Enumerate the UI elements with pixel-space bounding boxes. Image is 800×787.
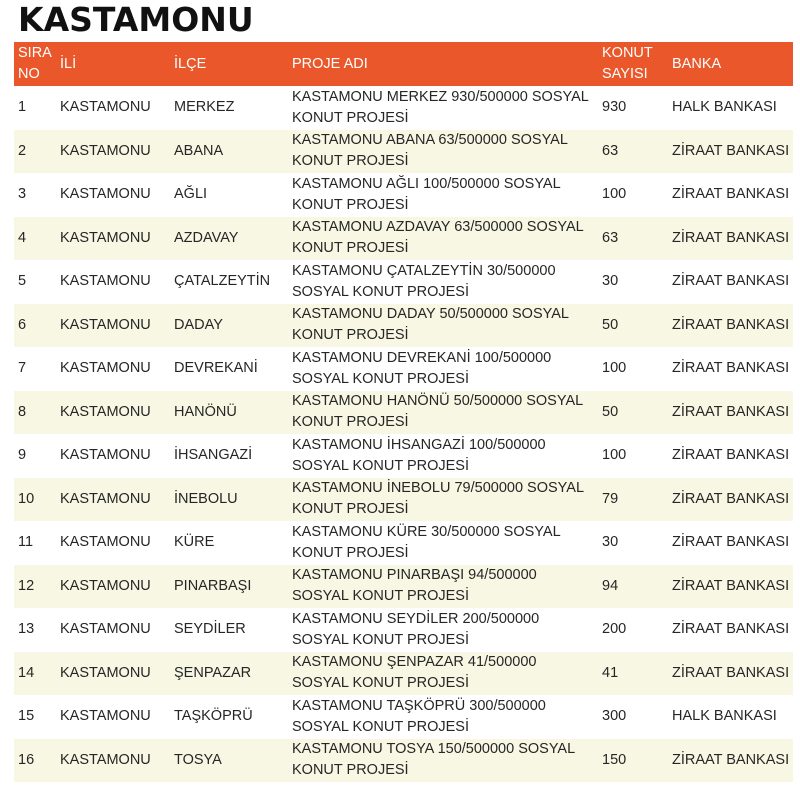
cell-banka: ZİRAAT BANKASI [672,360,790,377]
cell-proje-adi: KASTAMONU HANÖNÜ 50/500000 SOSYAL KONUT PROJESİ [292,393,583,431]
cell-banka: ZİRAAT BANKASI [672,186,790,203]
table-row [14,391,793,435]
housing-projects-table [14,42,793,782]
column-header-ili: İLİ [60,55,77,72]
cell-konut-sayisi: 100 [602,447,627,464]
cell-ilce: SEYDİLER [174,621,246,638]
cell-sira-no: 7 [18,360,27,377]
cell-ilce: HANÖNÜ [174,403,237,420]
cell-konut-sayisi: 100 [602,360,627,377]
cell-banka: ZİRAAT BANKASI [672,577,790,594]
table-row [14,608,793,652]
table-row [14,652,793,696]
cell-proje-adi: KASTAMONU AĞLI 100/500000 SOSYAL KONUT PROJESİ [292,175,561,213]
cell-sira-no: 16 [18,751,35,768]
cell-sira-no: 15 [18,708,35,725]
cell-il: KASTAMONU [60,708,151,725]
cell-sira-no: 4 [18,229,27,246]
cell-ilce: TOSYA [174,751,222,768]
cell-il: KASTAMONU [60,577,151,594]
cell-il: KASTAMONU [60,316,151,333]
table-row [14,434,793,478]
cell-il: KASTAMONU [60,534,151,551]
cell-banka: ZİRAAT BANKASI [672,447,790,464]
cell-ilce: TAŞKÖPRÜ [174,708,253,725]
cell-ilce: ÇATALZEYTİN [174,273,271,290]
cell-konut-sayisi: 79 [602,490,619,507]
cell-proje-adi: KASTAMONU TAŞKÖPRÜ 300/500000 SOSYAL KONUT PROJESİ [292,697,546,735]
cell-ilce: İHSANGAZİ [174,447,253,464]
cell-sira-no: 9 [18,447,27,464]
cell-il: KASTAMONU [60,751,151,768]
cell-banka: HALK BANKASI [672,708,777,725]
cell-konut-sayisi: 63 [602,229,619,246]
cell-konut-sayisi: 100 [602,186,627,203]
cell-proje-adi: KASTAMONU DADAY 50/500000 SOSYAL KONUT PROJESİ [292,306,569,344]
cell-proje-adi: KASTAMONU İNEBOLU 79/500000 SOSYAL KONUT PROJESİ [292,480,584,518]
cell-konut-sayisi: 50 [602,316,619,333]
cell-proje-adi: KASTAMONU ABANA 63/500000 SOSYAL KONUT PROJESİ [292,132,568,170]
cell-sira-no: 2 [18,142,27,159]
table-row [14,478,793,522]
cell-konut-sayisi: 200 [602,621,627,638]
cell-konut-sayisi: 300 [602,708,627,725]
cell-ilce: AZDAVAY [174,229,239,246]
page-title: KASTAMONU [18,0,254,39]
table-row [14,304,793,348]
cell-ilce: MERKEZ [174,99,235,116]
cell-banka: HALK BANKASI [672,99,777,116]
column-header-banka: BANKA [672,55,722,72]
cell-banka: ZİRAAT BANKASI [672,534,790,551]
cell-proje-adi: KASTAMONU TOSYA 150/500000 SOSYAL KONUT PROJESİ [292,741,575,779]
table-body [14,86,793,782]
cell-banka: ZİRAAT BANKASI [672,403,790,420]
cell-banka: ZİRAAT BANKASI [672,490,790,507]
column-header-ilce: İLÇE [174,55,207,72]
cell-proje-adi: KASTAMONU ÇATALZEYTİN 30/500000 SOSYAL KONUT PROJESİ [292,262,556,300]
column-header-proje-adi: PROJE ADI [292,55,368,72]
cell-proje-adi: KASTAMONU DEVREKANİ 100/500000 SOSYAL KONUT PROJESİ [292,349,552,387]
cell-proje-adi: KASTAMONU ŞENPAZAR 41/500000 SOSYAL KONUT PROJESİ [292,654,537,692]
cell-ilce: DADAY [174,316,223,333]
cell-sira-no: 14 [18,664,35,681]
table-row [14,130,793,174]
cell-ilce: ABANA [174,142,224,159]
cell-sira-no: 10 [18,490,35,507]
cell-banka: ZİRAAT BANKASI [672,316,790,333]
cell-proje-adi: KASTAMONU PINARBAŞI 94/500000 SOSYAL KONUT PROJESİ [292,567,537,605]
cell-konut-sayisi: 63 [602,142,619,159]
table-row [14,86,793,130]
cell-proje-adi: KASTAMONU SEYDİLER 200/500000 SOSYAL KONUT PROJESİ [292,610,540,648]
cell-sira-no: 8 [18,403,27,420]
cell-konut-sayisi: 50 [602,403,619,420]
cell-ilce: İNEBOLU [174,490,238,507]
cell-konut-sayisi: 30 [602,534,619,551]
table-row [14,521,793,565]
table-row [14,695,793,739]
cell-sira-no: 3 [18,186,27,203]
cell-proje-adi: KASTAMONU KÜRE 30/500000 SOSYAL KONUT PROJESİ [292,523,561,561]
cell-ilce: DEVREKANİ [174,360,258,377]
cell-il: KASTAMONU [60,447,151,464]
table-row [14,260,793,304]
cell-sira-no: 13 [18,621,35,638]
cell-konut-sayisi: 30 [602,273,619,290]
cell-banka: ZİRAAT BANKASI [672,229,790,246]
cell-il: KASTAMONU [60,273,151,290]
cell-ilce: ŞENPAZAR [174,664,252,681]
cell-sira-no: 6 [18,316,27,333]
cell-il: KASTAMONU [60,142,151,159]
cell-sira-no: 11 [18,534,34,551]
cell-ilce: PINARBAŞI [174,577,252,594]
cell-konut-sayisi: 930 [602,99,627,116]
cell-proje-adi: KASTAMONU İHSANGAZİ 100/500000 SOSYAL KONUT PROJESİ [292,436,546,474]
cell-sira-no: 5 [18,273,27,290]
header-row [14,42,793,86]
cell-il: KASTAMONU [60,664,151,681]
cell-konut-sayisi: 94 [602,577,619,594]
cell-banka: ZİRAAT BANKASI [672,664,790,681]
cell-il: KASTAMONU [60,490,151,507]
cell-sira-no: 12 [18,577,35,594]
table-row [14,739,793,783]
cell-sira-no: 1 [18,99,27,116]
cell-proje-adi: KASTAMONU MERKEZ 930/500000 SOSYAL KONUT PROJESİ [292,88,589,126]
table-row [14,565,793,609]
cell-il: KASTAMONU [60,99,151,116]
cell-banka: ZİRAAT BANKASI [672,142,790,159]
cell-il: KASTAMONU [60,360,151,377]
cell-proje-adi: KASTAMONU AZDAVAY 63/500000 SOSYAL KONUT PROJESİ [292,219,584,257]
table-header [14,42,793,86]
cell-ilce: AĞLI [174,186,208,203]
cell-il: KASTAMONU [60,186,151,203]
column-header-sira-no: SIRA NO [18,45,52,82]
cell-banka: ZİRAAT BANKASI [672,751,790,768]
cell-banka: ZİRAAT BANKASI [672,621,790,638]
cell-konut-sayisi: 150 [602,751,627,768]
cell-il: KASTAMONU [60,403,151,420]
table-row [14,347,793,391]
cell-il: KASTAMONU [60,621,151,638]
cell-banka: ZİRAAT BANKASI [672,273,790,290]
cell-il: KASTAMONU [60,229,151,246]
table-row [14,217,793,261]
cell-ilce: KÜRE [174,534,215,551]
cell-konut-sayisi: 41 [602,664,619,681]
table-row [14,173,793,217]
column-header-konut-sayisi: KONUT SAYISI [602,45,653,82]
